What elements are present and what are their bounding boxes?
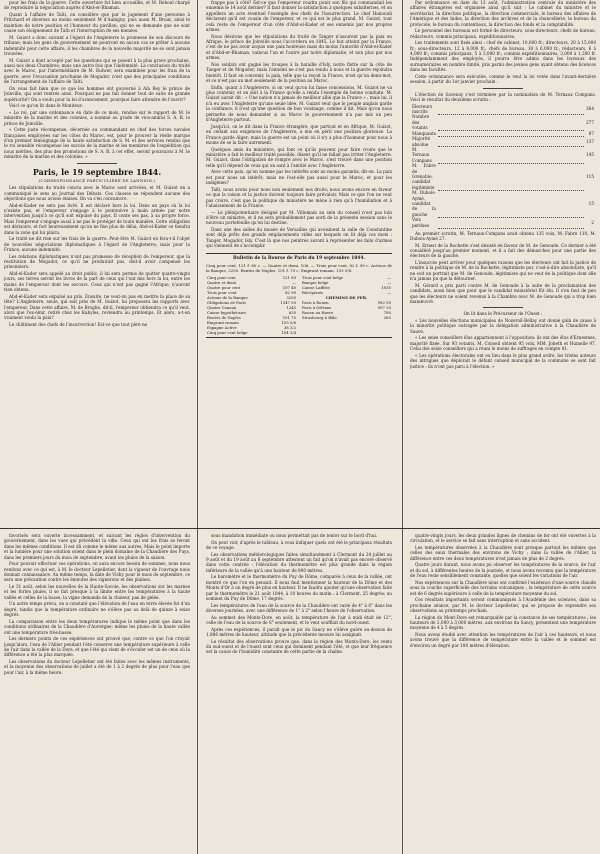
bourse-row-label: Espagne Active	[207, 324, 237, 330]
paragraph: Nos expériences sur la Chaudière nous ont confirmé l'existence d'une source chaude sous la couche superficielle des terrains volcaniques ; la température de cette source est de 6 degrés supérieure à celle de la température moyenne du sol.	[410, 579, 596, 596]
dot-leader	[438, 136, 584, 147]
bourse-table-right	[301, 275, 392, 295]
bourse-row-value: 121 80	[282, 274, 296, 280]
column-1	[4, 0, 190, 525]
election-row-label: M. Ternaux Compans	[412, 146, 432, 163]
election-row-value: 115	[586, 173, 594, 179]
bourse-row-value: 101 75	[282, 314, 296, 320]
paragraph: Nous avons étudié avec attention les températures de l'air à ces hauteurs, et nous avons trouvé que la différence de température entre la vallée et le sommet est d'environ un degré par 180 mètres d'élévation.	[410, 632, 596, 648]
column-3	[410, 0, 596, 525]
paragraph: Enfin, quant à l'Angleterre, si on veut qu'on lui fasse concessions, M. Guizot ne va plus contenir, et on doit à la France qu'elle a rendu l'exemple de bonne conduite. M. Guizot aurait dit : « Une nation n'a jamais de meilleur allié que la France » ; mais lui, il n'a eu avec l'Angleterre qu'une seule idée, M. Guizot veut que le peuple anglais garde la confiance; il n'est qu'une question de bon voisinage, comme il dit. Mais qu'on nous permette de nous demander si au Maroc le gouvernement n'a pas mis un peu d'Angleterre partout.	[206, 84, 392, 123]
bourse-row-label: Quatre Canaux	[207, 304, 237, 310]
paragraph: Avec cette paix, qu'on nomme par les intérêts sont au moins garantis, dit-on. La paix est pour nous un intérêt; mais ne l'est-elle pas aussi pour le Maroc, et pour les indigènes?	[206, 169, 392, 186]
election-row-label: Majorité absolue	[412, 136, 431, 147]
railway-row-label: Rouen au Havre	[302, 309, 334, 315]
bourse-row-label: Obligations de Paris	[207, 299, 246, 305]
paragraph: Au sommet des Monts-Dore, en août, la température de l'air à midi était de 12°, celle de l'eau de la source de 8° seulement, et le vent soufflait du nord-ouest.	[206, 614, 392, 626]
paragraph: Au premier scrutin, M. Ternaux-Compans avait obtenu 135 voix, M. Fabre 110, M. Dubois-Aymé 27.	[410, 230, 596, 241]
dateline-title: Paris, le 19 septembre 1844.	[32, 166, 162, 177]
paragraph: Abd-el-Kader sera expulsé au pris. Ensuite, ne veut-on pas en mettre la place de sa tête? L'Angleterre, seule, qui soit près de M. Guizot, lui proposera les rapports avec l'empereur. Dans cette affaire, M. de Broglie, dit-il, l'empereur obtiendra ce qu'il veut, alors que l'ex-émir, retiré chez les Kabyles, reviendra au printemps. Et alors, a-t-on vraiment voulu la paix?	[4, 293, 190, 321]
paragraph: Les stipulations du traité conclu avec le Maroc sont arrivées, et M. Guizot en a communiqué le sens au Journal des Débats. Ces clauses ne répondent aucune des objections que nous avions émises. On va s'en convaincre.	[4, 185, 190, 201]
election-row-label: Électeurs inscrits	[412, 103, 433, 115]
bourse-row-label: Quatre pour cent	[207, 284, 241, 290]
paragraph: Par ordonnance en date du 13 août, l'administration centrale du ministère des affaires étrangères est organisée ainsi qu'il suit : Le cabinet du ministre et le secrétariat, la direction politique, la direction commerciale, le bureau des affaires de l'Amérique et des Indes, la direction des archives et de la chancellerie, le bureau du protocole, le bureau du contentieux, la direction des fonds et la comptabilité.	[410, 0, 596, 27]
paragraph: — Le plénipotentiaire désigné par M. Villemain au sein du conseil n'est pas loin d'être un ministre, et il ne sera probablement pas sorti de la présente session sans le nouveau portefeuille qu'on lui destine.	[206, 209, 392, 226]
bourse-row-label: Quatre et demi	[207, 279, 237, 285]
election-row-label: Manquants	[412, 130, 436, 136]
election-row-label: M. Dubois-Aymé, candidat de la gauche	[412, 190, 436, 217]
paragraph: Le personnel des bureaux est formé de directeurs, sous-directeurs, chefs de bureau, rédacteurs, commis principaux, expéditionnaires.	[410, 28, 596, 39]
bourse-bulletin	[206, 253, 392, 338]
bourse-row-value: 630	[288, 309, 296, 315]
column-rule	[197, 0, 198, 854]
election-results	[410, 104, 596, 229]
bourse-row-value: —	[387, 279, 391, 285]
paragraph: Nous désirons que les stipulations du traité de Tanger n'assurent pas la paix en Afrique, le prince de Joinville nous l'accordera en 1845. Le but atteint par la France, c'est de ne pas avoir acquis une paix honteuse mais du moins l'autorité d'Abd-el-Kader et d'Abd-er-Rhaman, vaincus l'un et l'autre par notre diplomatie, et non plus par nos armes.	[206, 33, 392, 61]
paragraph: Les traitements sont fixés ainsi : chef de cabinet, 10,000 fr.; directeurs, 20 à 15,000 fr.; sous-directeurs, 12 à 8,000 fr.; chefs de bureau, 10 à 6,000 fr.; rédacteurs, 6 à 4,000 fr.; commis principaux, 5 à 3,000 fr.; commis expéditionnaires, 3,000 à 1,200 fr. Indépendamment des employés, il pourra être admis dans les bureaux des surnuméraires en nombre limité, pris parmi des jeunes gens ayant obtenu des licences dans les facultés.	[410, 40, 596, 73]
bourse-row-label: Trois pour cent belge	[302, 274, 344, 280]
paragraph: Taïti, nous avons pour nous non seulement nos droits; nous avons encore en faveur ce que la raison et la justice doivent toujours faire prévaloir. Mais ce que l'on ne veut pas croire, c'est que la politique du ministère ne mène à rien qu'à l'humiliation et à l'abaissement de la France.	[206, 186, 392, 208]
bourse-row-value: 3250	[286, 294, 296, 300]
paragraph: Quatre jours durant, nous avons pu observer les températures de la source, de l'air et du sol, à différentes heures de la journée, et nous avons reconnu que la température de l'eau reste sensiblement constante, quelles que soient les variations de l'air.	[410, 562, 596, 579]
election-row	[410, 114, 596, 130]
bottom-column-2	[206, 533, 392, 854]
election-row-value: 2	[591, 219, 594, 225]
bourse-row-value: 103 5/8	[281, 319, 296, 325]
paragraph: pour les frais de la guerre. Cette ouverture fut bien accueillie, et M. Reboul chargé de reproduire la négociation auprès d'Abd-er-Rhaman.	[4, 0, 190, 11]
dot-leader	[438, 163, 584, 190]
paragraph: Les températures observées à la Chaudière sont presque partout les mêmes que celles des eaux thermales des environs de Vichy ; dans la vallée de l'Allier, la différence entre ces deux températures n'est jamais de plus de 2 degrés.	[410, 545, 596, 561]
election-intro: L'élection de Savenay s'est terminée par la nomination de M. Ternaux Compans. Voici le résultat du deuxième scrutin :	[410, 91, 596, 103]
bourse-row-label: Cinq pour cent belge	[207, 329, 248, 335]
paragraph: Abd-el-Kader sera appelé au droit public, il lui sera permis de quitter quatre-vingts jours, ses terres seront les livres de la part de ceux qui l'ont mis hors la loi, entre les mains de l'empereur dont les secours. Ceux qui n'ont pas gagné l'Afrique, n'auront rien obtenu.	[4, 270, 190, 293]
bourse-table-left	[206, 275, 297, 335]
paragraph: Nos soldats ont gagné les troupes à la bataille d'Isly, notre flotte sur la côte de Tanger et de Mogador; mais l'ennemi ne s'est pas rendu à nous et la guerre rejoindra bientôt. Il faut en convenir, la paix, telle que la reçoit la France, n'est qu'un demi-mot, et ce n'est pas un mot seulement de la position au Maroc.	[206, 61, 392, 84]
bourse-row	[206, 330, 297, 335]
paragraph: Dans une des salles du musée de Versailles qui avoisinent la salle de Constantine sont déjà prêts des grands emplacements vides sur lesquels on lit déjà ces mots : Tanger, Mogador, Isly. C'est là que nos peintres auront à représenter les faits d'armes qui viennent de s'accomplir.	[206, 226, 392, 249]
election-row-value: 277	[586, 119, 594, 125]
paragraph: Le traité ne dit rien sur les frais de la guerre. Peut-être M. Guizot en fera-t-il l'objet de nouvelles négociations diplomatiques à l'égard de l'Angleterre; mais pour la France, aucune indemnité.	[4, 236, 190, 252]
bourse-row-label: Récépissés	[302, 289, 324, 295]
dot-leader	[438, 114, 584, 130]
railway-row	[301, 315, 392, 320]
paragraph: Pour pouvoir effectuer ces opérations, on aura encore besoin de sommes, nous nous rendons avec ce qui est, à M. le docteur Lepelletier, dont la vigueur de l'ouvrage nous donnait connaissance. Au même temps, la date de Vichy pour le mois de septembre, ce sera une précaution contre les émeutes des vignerons et des plaines.	[4, 561, 190, 583]
paragraph: M. Ernest de la Rochette s'est désisté en faveur de M. de Genoude. Ce dernier a été considéré jusqu'au premier moment, et il a fait des démarches pour une partie des électeurs de la gauche.	[410, 242, 596, 259]
paragraph: Les derniers points de ces expériences ont prouvé que, contre ce que l'on croyait jusqu'alors, l'eau de l'Allier pendant l'été conserve une température supérieure à celle de l'air dans la vallée de la Dore, et que l'été qui vient de s'écouler est un de ceux où la différence a été la plus marquée.	[4, 636, 190, 658]
paragraph: La comparaison entre les deux températures indique le même point que dans les conditions ordinaires de la Chaudière d'Auvergne; même les pluies de la haute vallée ont une température très-basse.	[4, 618, 190, 635]
paragraph: « Cette juste récompense, décernée au commandant en chef des forces navales françaises employées sur les côtes du Maroc, est, pour le prouver la réelle marque d'un premier témoignage de la haute satisfaction de S. M. et des services rendus que le roi sensible récompense les succès de la marine et les membres de l'expédition qui nous mérites, des plus des promotions de S. A. R. à cet effet, seront poursuivis à M. le ministre de la marine et des colonies. »	[4, 127, 190, 160]
bourse-title: Bulletin de la Bourse de Paris du 19 septembre 1844.	[233, 255, 365, 261]
bourse-row-value: 107 40	[282, 284, 296, 290]
paragraph: Les températures de l'eau de la source de la Chaudière ont varié de 4° à 6° dans les diverses journées, avec une différence de 1° à 2° selon l'heure de l'observation.	[206, 602, 392, 614]
paragraph: frappe pas à côté? Est-ce que l'empereur voudra punir son fils qui commandait les ennemis le 14 août dernier? Il faut donner la satisfaction à quelques subalternes, et on appellera un acte éventuel l'exemple des chefs de l'insurrection. Le chef Hamoudi déclarent qu'il est cousin de l'empereur, et ce qui est le plus grand, M. Guizot, tout cela reste de l'empereur d'un côté d'Abd-el-Kader et ses ennemis par nos propres armes.	[206, 0, 392, 33]
bottom-column-3	[410, 533, 596, 854]
railway-row-value: 982 50	[377, 299, 391, 305]
election-row	[410, 190, 596, 217]
dot-leader	[438, 104, 584, 115]
paragraph: M. Guizot a donc suivant a l'égard de l'Angleterre la promesse de son discours de tribune; mais les gens du gouvernement ne pourront en aucun cas se prêter à aucune indemnité pour cette affaire, il les chambres de la nouvelle majorité ne se sont jamais trouvées.	[4, 34, 190, 57]
bourse-row-label: Rentes de Naples	[207, 314, 241, 320]
paragraph: Les observations météorologiques faites simultanément à Clermont du 24 juillet au 9 août et du 19 août au 8 septembre attestent un fait qu'on n'avait pas encore observé dans cette contrée : l'élévation du thermomètre est plus grande dans la région inférieure de la vallée qu'à une hauteur de 800 mètres.	[206, 551, 392, 573]
paragraph: Un autre temps prévu, on a constaté que l'élévation de l'eau en terre élevée fut d'un degré, tandis que la température ordinaire ne s'élève pas au delà de quinze à seize degrés.	[4, 601, 190, 618]
paragraph: M. Gérard a pris parti contre M. de Genoude à la suite de la proclamation des candidats, aussi bien que pour que le candidat ministériel fût élu. Il s'en faut de peu que les électeurs ne soient revenus à la Chambre avec M. de Genoude qui a trop bien manœuvré.	[410, 282, 596, 304]
paragraph: L'insuccès peut arriver pour quelques raisons que les électeurs ont fait la justice de rendre à la politique de M. de la Rochette, légitimiste pur, c'est-à-dire absolutiste, qu'il ne soit un portrait que M. de Genoude, légitimiste qui ne veut de la politique dont elle n'a jamais pu que la détourner.	[410, 259, 596, 282]
bourse-row-value: —	[387, 289, 391, 295]
paragraph: « Les nouvelles élections municipales de Nozeroil-Bellay ont donné gain de cause à la minorité politique outragée par la délégation administrative à la Chaudière de Sauvé.	[410, 317, 596, 334]
ouest-heading: On lit dans le Précurseur de l'Ouest :	[463, 311, 543, 317]
paragraph: « Les seize conseillers élus appartiennent à l'opposition: ils ont des élus d'Ernesmes, majorité fixée. Sur 93 votants, M. Conseil obtient 95 voix, MM. Jobeth et Humelle 97. Celui des seize conseillers qui a réuni le moins de suffrages en compte 81.	[410, 335, 596, 352]
paragraph: Le châtiment des chefs de l'insurrection! Est-ce que tout père ne	[9, 321, 148, 327]
bourse-intro: Cinq pour cent, 121 f. 80 c. — Quatre et demi, 106. — Trois pour cent, 82 f. 90 c. Actions de la Banque, 3250. Rentes de Naples, 101 f. 75 c. Emprunt romain, 103 5/8.	[206, 262, 392, 273]
railways-heading: CHEMINS DE FER.	[325, 294, 368, 300]
bourse-row-value: 82 90	[285, 289, 296, 295]
dot-leader	[438, 147, 584, 163]
dateline-subtitle: (CORRESPONDANCE PARTICULIÈRE DE LANNION.)	[38, 177, 156, 183]
paragraph: Quant à l'affaire de Taïti, on considère que par le jugement d'une personne à Pritchard et diverses au moins seulement M d'Aubigny, puis aussi M. Bruat, ainsi le maintien de notre position et l'honneur du pavillon, qui ne se demande que ne sont cause son éloignement de Taïti et l'interruption de ses menées.	[4, 12, 190, 34]
election-row-value: 15	[588, 200, 594, 206]
paragraph: Cette ordonnance sera exécutée, comme le veut la loi votée dans l'avant-dernière session, à partir du 1er janvier prochain.	[410, 73, 596, 85]
election-row	[410, 147, 596, 163]
paragraph: Quelques amis du ministère, qui font ce qu'ils peuvent pour faire croire que le ministère a fait le meilleur traité possible, disent qu'il ne fallait pas irriter l'Angleterre. M. Guizot, dans l'obligation de rompre avec le Maroc, s'est trouvé dans une position telle qu'il dépend de ceux qui en sont à l'amitié avec l'Angleterre.	[206, 146, 392, 168]
election-row-label: Voix perdues	[412, 217, 430, 228]
paragraph: sous mandation immédiate ou nous permettait pas de tenter sur le bord d'hui.	[211, 533, 378, 538]
dot-leader	[438, 217, 584, 228]
paragraph: M. Guizot a dont accepté par les questions qui se posent à la plus grave prochaine, aussi nos deux Chambres; mais une autre fois que l'indemnité. La conclusion du traité avec le Maroc, par l'intermédiaire de M. Bulwer, sera examinée pour les frais de la guerre, avec l'évacuation prochaine de Mogador, n'est que des principales conditions de l'arrangement de l'affaire de Taïti.	[4, 57, 190, 85]
paragraph: On vous fait bien que ce que les hommes ont gouverné à Aïn Bey le prince de Joinville, qui sont rentrés ainsi. Pourquoi ne pas fait donner tout de suite de grande supériorité? On a voulu pour la loi d'avancement, pourquoi faire attendre de l'ouvrir?	[4, 85, 190, 102]
paragraph: quatre-vingts jours, les deux grandes lignes de chemins de fer ont été ouvertes à la circulation, et le service se fait sans interruption et sans accident.	[410, 533, 596, 544]
paragraph: Le baromètre et le thermomètre du Puy de Dôme, comparés à ceux de la vallée, ont montré ce que l'on en pensait. Il nous faut mentionner la hauteur de la Dôme et des Monts d'Or à un degré de plus en hauteur. Il ne faudra ajouter qu'une observation faite par le thermomètre le 21 août 1844, à 10 heures du matin : à Clermont, 25 degrés; au sommet du Puy de Dôme, 17 degrés.	[206, 574, 392, 602]
paragraph: On peut voir, d'après le tableau, à vous indiquer quels ont été le principaux résultats de ce voyage.	[206, 539, 392, 550]
bourse-row-label: Emprunt romain	[207, 319, 239, 325]
paragraph: Jusqu'ici, on le dit dans la France étrangère, que partout et en Afrique, M. Guizot, en cédant aux exigences de l'Angleterre, a mis en péril une position glorieuse. La France garde Alger; mais la guerre est un point où il n'y a plus d'honneur pour nous à moins de se la faire autrement.	[206, 123, 392, 145]
railway-row-label: Paris à Orléans	[302, 304, 332, 310]
bottom-column-1	[4, 533, 190, 854]
column-2	[206, 0, 392, 525]
bourse-row-value: 38 1/2	[283, 324, 296, 330]
railway-row-label: Strasbourg à Bâle	[302, 314, 337, 320]
election-row-value: 137	[586, 138, 594, 144]
election-row	[410, 104, 596, 115]
paragraph: Le résultat des observations prouve que, dans la région des Monts-Dore, les vents du sud-ouest et de l'ouest sont ceux qui dominent pendant l'été, et que leur fréquence est la cause de l'humidité constante de cette partie de la chaîne.	[206, 638, 392, 655]
separator	[483, 88, 523, 89]
paragraph: Les observations du docteur Lepelletier ont été faites avec les mêmes instruments, et la moyenne des observations de juillet a été de 1 à 2 degrés de plus pour l'eau que pour l'air, à la même heure.	[4, 659, 190, 675]
bourse-row-label: Trois pour cent	[207, 289, 237, 295]
column-rule	[402, 0, 403, 854]
paragraph: Les relations diplomatiques n'ont pas promesse de réception de l'empereur, que la restitution de Mogador, ce qu'il ne produirait pas, doit-il avoir compensé les prisonniers.	[4, 253, 190, 270]
election-row-value: 87	[588, 130, 594, 136]
bourse-row-value: 104 1/4	[281, 329, 296, 335]
separator	[483, 307, 523, 308]
paragraph: « Le roi, par une ordonnance en date de ce mois, rendue sur le rapport de M. le ministre de la marine et des colonies, a nommé au grade de vice-amiral S. A. R. le prince de Joinville.	[4, 109, 190, 126]
railway-row-label: Paris à Rouen	[302, 299, 329, 305]
bourse-row-label: Caisse hypothécaire	[207, 309, 246, 315]
paragraph: Abd-el-Kader ne sera pas livré. Il est déclaré hors la loi. Dans un pays où la loi n'existe pas, et l'empereur s'engage à le poursuivre à main armée par notre intervention jusqu'à ce qu'il soit expulsé du pays. Il conte ses pas, à sa propre force. Mais l'empereur s'engage aussi à ne pas le protéger de toute manière. Cette obligation est dérisoire, et fort heureusement qu'on ne fixe plus de délai; Abd-el-Kader se tiendra dans la zone qui lui plaira.	[4, 202, 190, 235]
election-row-label: Nombre des votants	[412, 114, 430, 131]
election-row-value: 364	[586, 106, 594, 112]
election-row	[410, 163, 596, 190]
bourse-row-label: Caisse Laffitte	[302, 284, 330, 290]
bourse-row-value: 1245	[286, 304, 296, 310]
bourse-row-value: 1035	[381, 284, 391, 290]
paragraph: Le 31 août, selon les nouvelles de la Haute-Savoie, les observations sur les marnes et les fortes pluies, il se fait presque à la limite entre les températures à la haute vallée et celles de la basse; la vigne demande de la chaleur, pas de gelée.	[4, 584, 190, 600]
bourse-row-value: —	[387, 274, 391, 280]
bourse-row-label: Cinq pour cent	[207, 274, 236, 280]
railway-row-value: 780	[383, 309, 391, 315]
separator	[77, 163, 117, 164]
election-row	[410, 217, 596, 228]
paragraph: La région du Mont-Dore est remarquable par la constance de ses températures ; les hauteurs de 2,000 à 3,000 mètres, aux environs du Sancy, présentent une température moyenne de 4 à 5 degrés.	[410, 614, 596, 631]
paragraph: Voici ce qu'on lit dans le Moniteur:	[9, 103, 84, 109]
paragraph: « Les opérations électorales ont eu lieu dans le plus grand ordre, les tristes auteurs des intrigues que déplorait le défunt conseil municipal de la commune se sont fait justice : ils n'ont pas paru à l'élection. »	[410, 352, 596, 369]
election-row	[410, 136, 596, 147]
railway-row-value: 265	[383, 314, 391, 320]
bourse-row-label: Actions de la Banque	[207, 294, 248, 300]
paragraph: Après ces expériences, il paraît que le pic du Sancy ne s'élève guère au-dessus de 1,886 mètres de hauteur, altitude que la précédente mesure lui assignait.	[206, 626, 392, 638]
bourse-row-value: —	[292, 279, 296, 285]
dot-leader	[438, 190, 584, 217]
railway-row-value: 907 50	[377, 304, 391, 310]
paragraph: Ces résultats importants seront communiqués à l'Académie des sciences, dans sa prochaine séance, par M. le docteur Lepelletier, qui se propose de reprendre ses observations au printemps prochain.	[410, 597, 596, 614]
bourse-row-label: Banque belge	[302, 279, 329, 285]
election-row-label: M. Fabre de Grenoble, candidat légitimiste	[412, 163, 436, 190]
railways-table	[301, 300, 392, 320]
paragraph: favorisés sera ouverte incessamment, et suivant les règles d'intervention du gouvernement, dans les vues qui précèdent la ville. Ceux qui ont les frais se feront dans les mêmes conditions. Il est dû comme le même aux autres, Mais le point importe et la lumière pour une solution soient dans le plein domaine de la Chaudière des Puys, dans les premiers jours du mois de septembre, avant les pluies de la saison.	[4, 533, 190, 560]
bourse-row-value: 1347 50	[280, 299, 296, 305]
fold-rule	[0, 528, 600, 529]
election-row-value: 145	[586, 152, 594, 158]
